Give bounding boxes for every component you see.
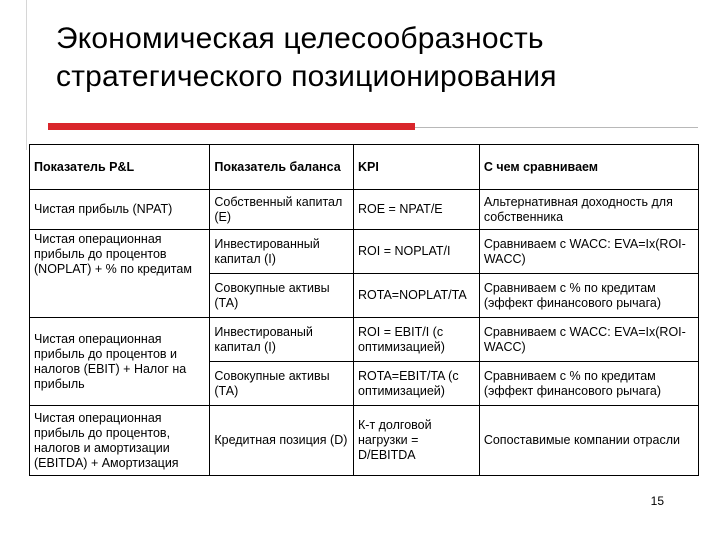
header-balance: Показатель баланса — [210, 145, 354, 190]
cell-balance: Кредитная позиция (D) — [210, 406, 354, 476]
cell-compare: Сравниваем с WACC: EVA=Ix(ROI-WACC) — [479, 318, 698, 362]
table-row — [30, 230, 699, 274]
cell-compare: Сравниваем с WACC: EVA=Ix(ROI-WACC) — [479, 230, 698, 274]
cell-compare: Сравниваем с % по кредитам (эффект финансового рычага) — [479, 362, 698, 406]
cell-kpi: ROI = EBIT/I (с оптимизацией) — [354, 318, 480, 362]
cell-pl: Чистая операционная прибыль до процентов, налогов и амортизации (EBITDA) + Амортизация — [30, 406, 210, 476]
cell-balance: Собственный капитал (Е) — [210, 190, 354, 230]
cell-kpi: ROTA=NOPLAT/TA — [354, 274, 480, 318]
table-header-row — [30, 145, 699, 190]
table-row — [30, 318, 699, 362]
decorative-vertical-line — [26, 0, 27, 150]
page-number: 15 — [650, 494, 664, 508]
cell-balance: Совокупные активы (ТА) — [210, 274, 354, 318]
slide-title — [56, 20, 696, 96]
cell-pl: Чистая операционная прибыль до процентов и налогов (EBIT) + Налог на прибыль — [30, 318, 210, 406]
kpi-table — [29, 144, 699, 476]
slide-title-line-1: Экономическая целесообразность — [56, 22, 544, 55]
cell-compare: Альтернативная доходность для собственника — [479, 190, 698, 230]
cell-pl: Чистая операционная прибыль до процентов (NOPLAT) + % по кредитам — [30, 230, 210, 318]
cell-balance: Инвестированый капитал (I) — [210, 318, 354, 362]
table-row — [30, 190, 699, 230]
cell-balance: Инвестированный капитал (I) — [210, 230, 354, 274]
cell-compare: Сопоставимые компании отрасли — [479, 406, 698, 476]
cell-kpi: К-т долговой нагрузки = D/EBITDA — [354, 406, 480, 476]
header-compare: С чем сравниваем — [479, 145, 698, 190]
header-kpi: KPI — [354, 145, 480, 190]
cell-pl: Чистая прибыль (NPAT) — [30, 190, 210, 230]
slide-title-line-2: стратегического позиционирования — [56, 60, 557, 93]
cell-balance: Совокупные активы (ТА) — [210, 362, 354, 406]
cell-kpi: ROE = NPAT/E — [354, 190, 480, 230]
title-underline-red — [48, 123, 415, 130]
cell-kpi: ROTA=EBIT/TA (с оптимизацией) — [354, 362, 480, 406]
table-row — [30, 406, 699, 476]
header-pl: Показатель P&L — [30, 145, 210, 190]
cell-compare: Сравниваем с % по кредитам (эффект финансового рычага) — [479, 274, 698, 318]
cell-kpi: ROI = NOPLAT/I — [354, 230, 480, 274]
